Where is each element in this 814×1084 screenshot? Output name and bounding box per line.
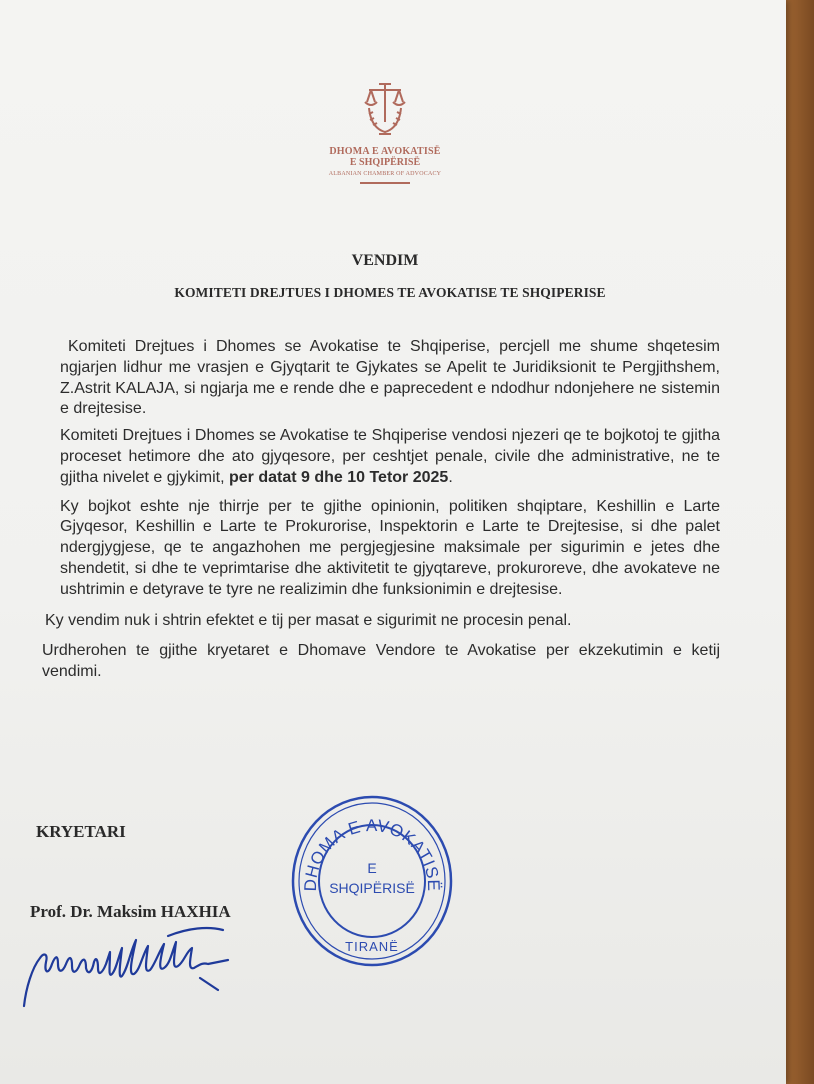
signer-name: Prof. Dr. Maksim HAXHIA [30,902,231,921]
handwritten-signature [18,918,248,1018]
stamp-center-line2: SHQIPËRISË [329,880,415,896]
letterhead-org-line2: E SHQIPËRISË [349,157,421,168]
official-stamp [286,785,458,969]
paragraph-4: Ky vendim nuk i shtrin efektet e tij per masat e sigurimit ne procesin penal. [45,611,572,629]
letterhead [320,78,450,184]
document-title: VENDIM [351,252,419,269]
paragraph-2-dates: per datat 9 dhe 10 Tetor 2025 [228,468,449,486]
letterhead-divider [360,182,410,184]
paragraph-2-text: Komiteti Drejtues i Dhomes se Avokatise te Shqiperise vendosi njezeri qe te bojkotoj te gjitha proceset hetimore dhe ato gjyqesore, per ceshtjet penale, civile dhe administrative, ne te gjitha nivelet e gjykimit, [60,427,720,486]
scales-of-justice-icon [357,78,413,142]
paragraph-3: Ky bojkot eshte nje thirrje per te gjithe opinionin, politiken shqiptare, Keshillin e Larte Gjyqesor, Keshillin e Larte te Prokurorise, Inspektorin e Larte te Drejtesise, si dhe palet ndergjygjese, qe te angazhohen me pergjegjesine maksimale per sigurimin e jetes dhe shendetit, si dhe te veprimtarise dhe aktivitetit te gjyqtareve, prokuroreve, dhe avokateve ne ushtrimin e detyrave te tyre ne realizimin dhe funksionimin e drejtesise. [60,497,720,598]
stamp-center-line1: E [367,860,377,876]
letterhead-org-english: ALBANIAN CHAMBER OF ADVOCACY [328,171,442,177]
letterhead-org-line1: DHOMA E AVOKATISË [329,146,441,157]
signer-role: KRYETARI [36,822,126,841]
paragraph-1: Komiteti Drejtues i Dhomes se Avokatise te Shqiperise, percjell me shume shqetesim ngjarjen lidhur me vrasjen e Gjyqtarit te Gjykates se Apelit te Juridiksionit te Pergjithshem, Z.Astrit KALAJA, si ngjarja me e rende dhe e paprecedent e ndodhur ndonjehere ne sistemin e drejtesise. [60,338,720,418]
paragraph-2 [60,426,720,488]
paragraph-5: Urdherohen te gjithe kryetaret e Dhomave Vendore te Avokatise per ekzekutimin e ketij vendimi. [42,642,720,681]
document-body [42,337,720,683]
stamp-ring-text: DHOMA E AVOKATISË [300,815,444,892]
document-subtitle: KOMITETI DREJTUES I DHOMES TE AVOKATISE TE SHQIPERISE [174,285,606,300]
paragraph-2-end: . [448,468,453,486]
stamp-bottom-text: TIRANË [345,939,399,954]
